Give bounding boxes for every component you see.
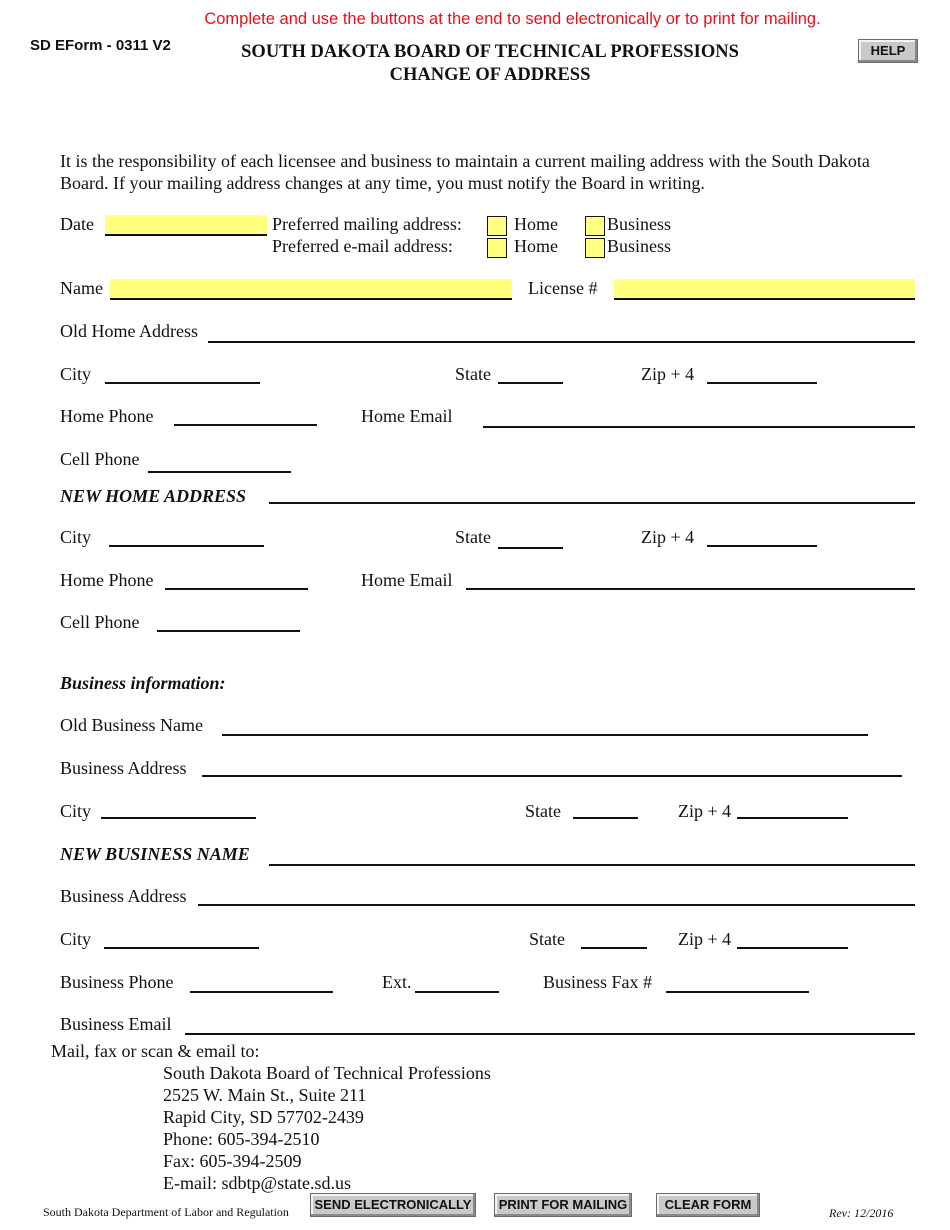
mail-fax: Fax: 605-394-2509 xyxy=(163,1151,302,1171)
old-business-zip-label: Zip + 4 xyxy=(678,801,732,821)
name-label: Name xyxy=(60,278,103,298)
intro-paragraph: It is the responsibility of each licensee and business to maintain a current mailing address with the South Dakota Board. If your mailing address changes at any time, you must notify the Board in writing. xyxy=(60,151,870,193)
email-home-label: Home xyxy=(514,236,558,256)
send-electronically-button[interactable]: SEND ELECTRONICALLY xyxy=(310,1193,476,1217)
ext-label: Ext. xyxy=(382,972,412,992)
business-fax-field[interactable] xyxy=(666,991,809,993)
email-business-checkbox[interactable] xyxy=(585,238,605,258)
new-home-email-label: Home Email xyxy=(361,570,453,590)
ext-field[interactable] xyxy=(415,991,499,993)
old-business-state-label: State xyxy=(525,801,561,821)
preferred-email-label: Preferred e-mail address: xyxy=(272,236,453,256)
new-zip-field[interactable] xyxy=(707,545,817,547)
mail-org: South Dakota Board of Technical Professions xyxy=(163,1063,491,1083)
name-field[interactable] xyxy=(110,279,512,300)
mail-heading: Mail, fax or scan & email to: xyxy=(51,1041,260,1061)
date-label: Date xyxy=(60,214,94,234)
old-home-address-label: Old Home Address xyxy=(60,321,198,341)
business-fax-label: Business Fax # xyxy=(543,972,653,992)
old-business-city-label: City xyxy=(60,801,92,821)
new-city-field[interactable] xyxy=(109,545,264,547)
print-for-mailing-button[interactable]: PRINT FOR MAILING xyxy=(494,1193,632,1217)
clear-form-button[interactable]: CLEAR FORM xyxy=(656,1193,760,1217)
old-business-name-field[interactable] xyxy=(222,734,868,736)
old-business-zip-field[interactable] xyxy=(737,817,848,819)
old-business-address-label: Business Address xyxy=(60,758,187,778)
new-business-zip-label: Zip + 4 xyxy=(678,929,732,949)
business-phone-field[interactable] xyxy=(190,991,333,993)
old-city-label: City xyxy=(60,364,92,384)
revision-date: Rev: 12/2016 xyxy=(829,1206,894,1220)
new-business-city-label: City xyxy=(60,929,92,949)
old-business-name-label: Old Business Name xyxy=(60,715,203,735)
new-cell-phone-label: Cell Phone xyxy=(60,612,140,632)
new-business-state-field[interactable] xyxy=(581,947,647,949)
old-home-email-label: Home Email xyxy=(361,406,453,426)
business-info-heading: Business information: xyxy=(60,673,226,693)
license-label: License # xyxy=(528,278,598,298)
new-business-name-label: NEW BUSINESS NAME xyxy=(60,844,250,864)
old-home-address-field[interactable] xyxy=(208,341,915,343)
new-state-field[interactable] xyxy=(498,547,563,549)
new-business-city-field[interactable] xyxy=(104,947,259,949)
new-home-phone-field[interactable] xyxy=(165,588,308,590)
old-zip-label: Zip + 4 xyxy=(641,364,695,384)
business-email-label: Business Email xyxy=(60,1014,172,1034)
new-cell-phone-field[interactable] xyxy=(157,630,300,632)
old-cell-phone-field[interactable] xyxy=(148,471,291,473)
mailing-business-label: Business xyxy=(607,214,672,234)
new-home-address-label: NEW HOME ADDRESS xyxy=(60,486,247,506)
form-subtitle: CHANGE OF ADDRESS xyxy=(389,65,591,85)
old-cell-phone-label: Cell Phone xyxy=(60,449,140,469)
old-state-label: State xyxy=(455,364,491,384)
old-home-email-field[interactable] xyxy=(483,426,915,428)
email-business-label: Business xyxy=(607,236,672,256)
form-id: SD EForm - 0311 V2 xyxy=(30,37,171,54)
old-home-phone-field[interactable] xyxy=(174,424,317,426)
new-business-zip-field[interactable] xyxy=(737,947,848,949)
help-button[interactable]: HELP xyxy=(858,39,918,63)
new-business-address-label: Business Address xyxy=(60,886,187,906)
mail-city: Rapid City, SD 57702-2439 xyxy=(163,1107,364,1127)
mailing-home-label: Home xyxy=(514,214,558,234)
old-business-state-field[interactable] xyxy=(573,817,638,819)
mailing-business-checkbox[interactable] xyxy=(585,216,605,236)
old-state-field[interactable] xyxy=(498,382,563,384)
new-business-state-label: State xyxy=(529,929,565,949)
date-field[interactable] xyxy=(105,215,267,236)
new-state-label: State xyxy=(455,527,491,547)
business-email-field[interactable] xyxy=(185,1033,915,1035)
mail-email: E-mail: sdbtp@state.sd.us xyxy=(163,1173,352,1193)
mail-street: 2525 W. Main St., Suite 211 xyxy=(163,1085,367,1105)
instruction-notice: Complete and use the buttons at the end to send electronically or to print for mailing. xyxy=(204,10,821,28)
new-home-address-field[interactable] xyxy=(269,502,915,504)
footer-department: South Dakota Department of Labor and Regulation xyxy=(43,1205,289,1219)
new-home-phone-label: Home Phone xyxy=(60,570,154,590)
old-home-phone-label: Home Phone xyxy=(60,406,154,426)
mail-phone: Phone: 605-394-2510 xyxy=(163,1129,320,1149)
business-phone-label: Business Phone xyxy=(60,972,174,992)
license-field[interactable] xyxy=(614,279,915,300)
new-business-name-field[interactable] xyxy=(269,864,915,866)
new-home-email-field[interactable] xyxy=(466,588,915,590)
old-zip-field[interactable] xyxy=(707,382,817,384)
form-title: SOUTH DAKOTA BOARD OF TECHNICAL PROFESSIONS xyxy=(241,42,739,62)
old-business-address-field[interactable] xyxy=(202,775,902,777)
old-business-city-field[interactable] xyxy=(101,817,256,819)
new-zip-label: Zip + 4 xyxy=(641,527,695,547)
new-business-address-field[interactable] xyxy=(198,904,915,906)
new-city-label: City xyxy=(60,527,92,547)
preferred-mailing-label: Preferred mailing address: xyxy=(272,214,462,234)
mailing-home-checkbox[interactable] xyxy=(487,216,507,236)
email-home-checkbox[interactable] xyxy=(487,238,507,258)
old-city-field[interactable] xyxy=(105,382,260,384)
